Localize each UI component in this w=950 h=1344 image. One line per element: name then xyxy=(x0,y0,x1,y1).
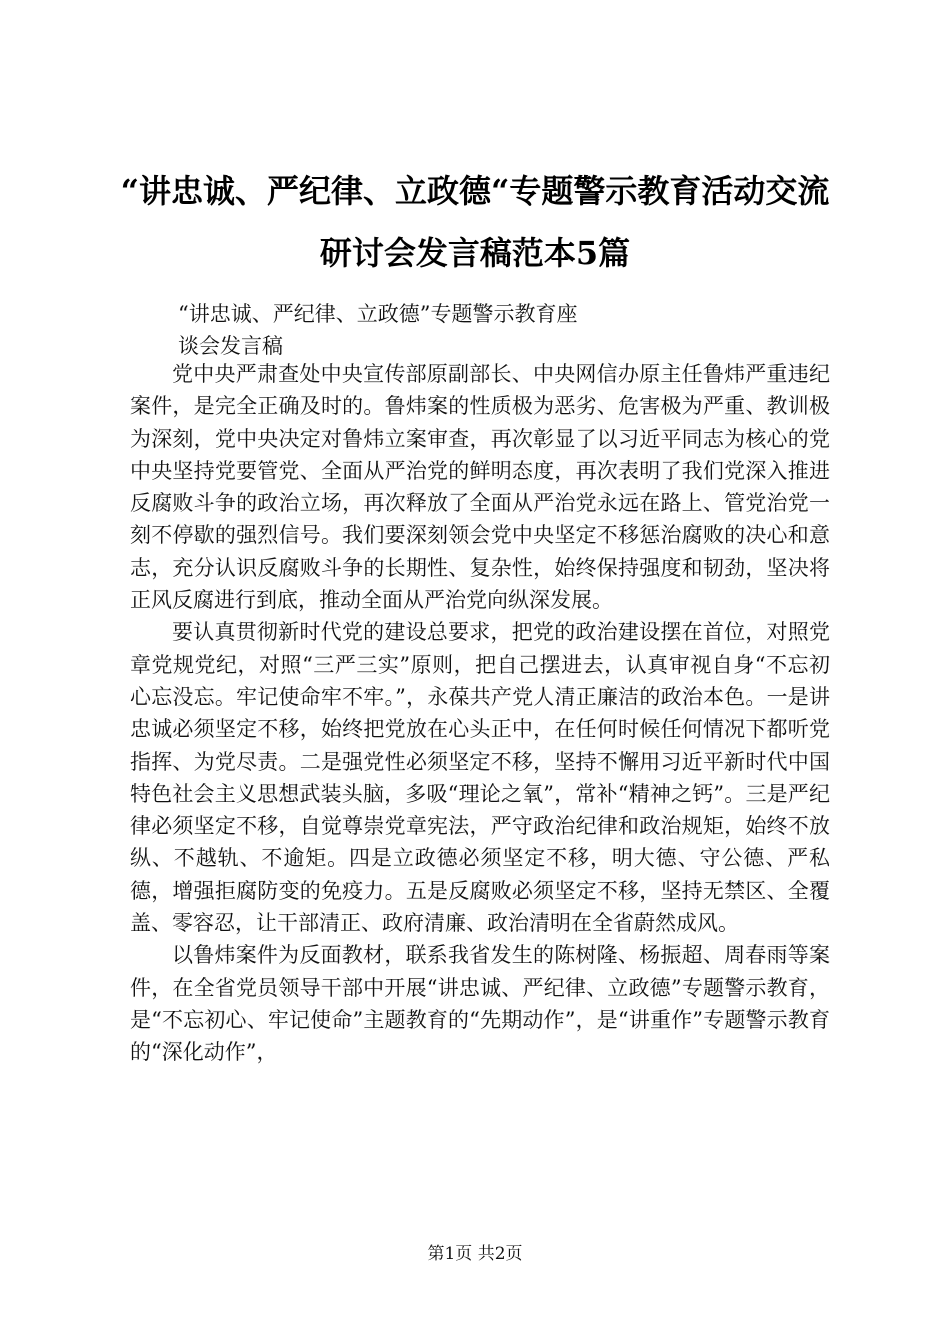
subtitle-line-1: “讲忠诚、严纪律、立政德”专题警示教育座 xyxy=(178,302,578,326)
subtitle-line-2: 谈会发言稿 xyxy=(178,334,283,358)
body-paragraph-2: 要认真贯彻新时代党的建设总要求，把党的政治建设摆在首位，对照党章党规党纪，对照“三严三实”原则，把自己摆进去，认真审视自身“不忘初心忘没忘。牢记使命牢不牢。”，永葆共产党人清正廉洁的政治本色。一是讲忠诚必须坚定不移，始终把党放在心头正中，在任何时候任何情况下都听党指挥、为党尽责。二是强党性必须坚定不移，坚持不懈用习近平新时代中国特色社会主义思想武装头脑，多吸“理论之氧”，常补“精神之钙”。三是严纪律必须坚定不移，自觉尊崇党章宪法，严守政治纪律和政治规矩，始终不放纵、不越轨、不逾矩。四是立政德必须坚定不移，明大德、守公德、严私德，增强拒腐防变的免疫力。五是反腐败必须坚定不移，坚持无禁区、全覆盖、零容忍，让干部清正、政府清廉、政治清明在全省蔚然成风。 xyxy=(130,620,830,936)
body-paragraph-1: 党中央严肃查处中央宣传部原副部长、中央网信办原主任鲁炜严重违纪案件，是完全正确及时的。鲁炜案的性质极为恶劣、危害极为严重、教训极为深刻，党中央决定对鲁炜立案审查，再次彰显了以习近平同志为核心的党中央坚持党要管党、全面从严治党的鲜明态度，再次表明了我们党深入推进反腐败斗争的政治立场，再次释放了全面从严治党永远在路上、管党治党一刻不停歇的强烈信号。我们要深刻领会党中央坚定不移惩治腐败的决心和意志，充分认识反腐败斗争的长期性、复杂性，始终保持强度和韧劲，坚决将正风反腐进行到底，推动全面从严治党向纵深发展。 xyxy=(130,362,830,613)
document-subtitle xyxy=(130,298,830,362)
page-footer: 第1页 共2页 xyxy=(427,1244,523,1264)
document-title: “讲忠诚、严纪律、立政德“专题警示教育活动交流研讨会发言稿范本5篇 xyxy=(120,172,830,272)
document-body xyxy=(130,358,830,1069)
body-paragraph-3: 以鲁炜案件为反面教材，联系我省发生的陈树隆、杨振超、周春雨等案件，在全省党员领导干部中开展“讲忠诚、严纪律、立政德”专题警示教育，是“不忘初心、牢记使命”主题教育的“先期动作”，是“讲重作”专题警示教育的“深化动作”， xyxy=(130,943,830,1065)
